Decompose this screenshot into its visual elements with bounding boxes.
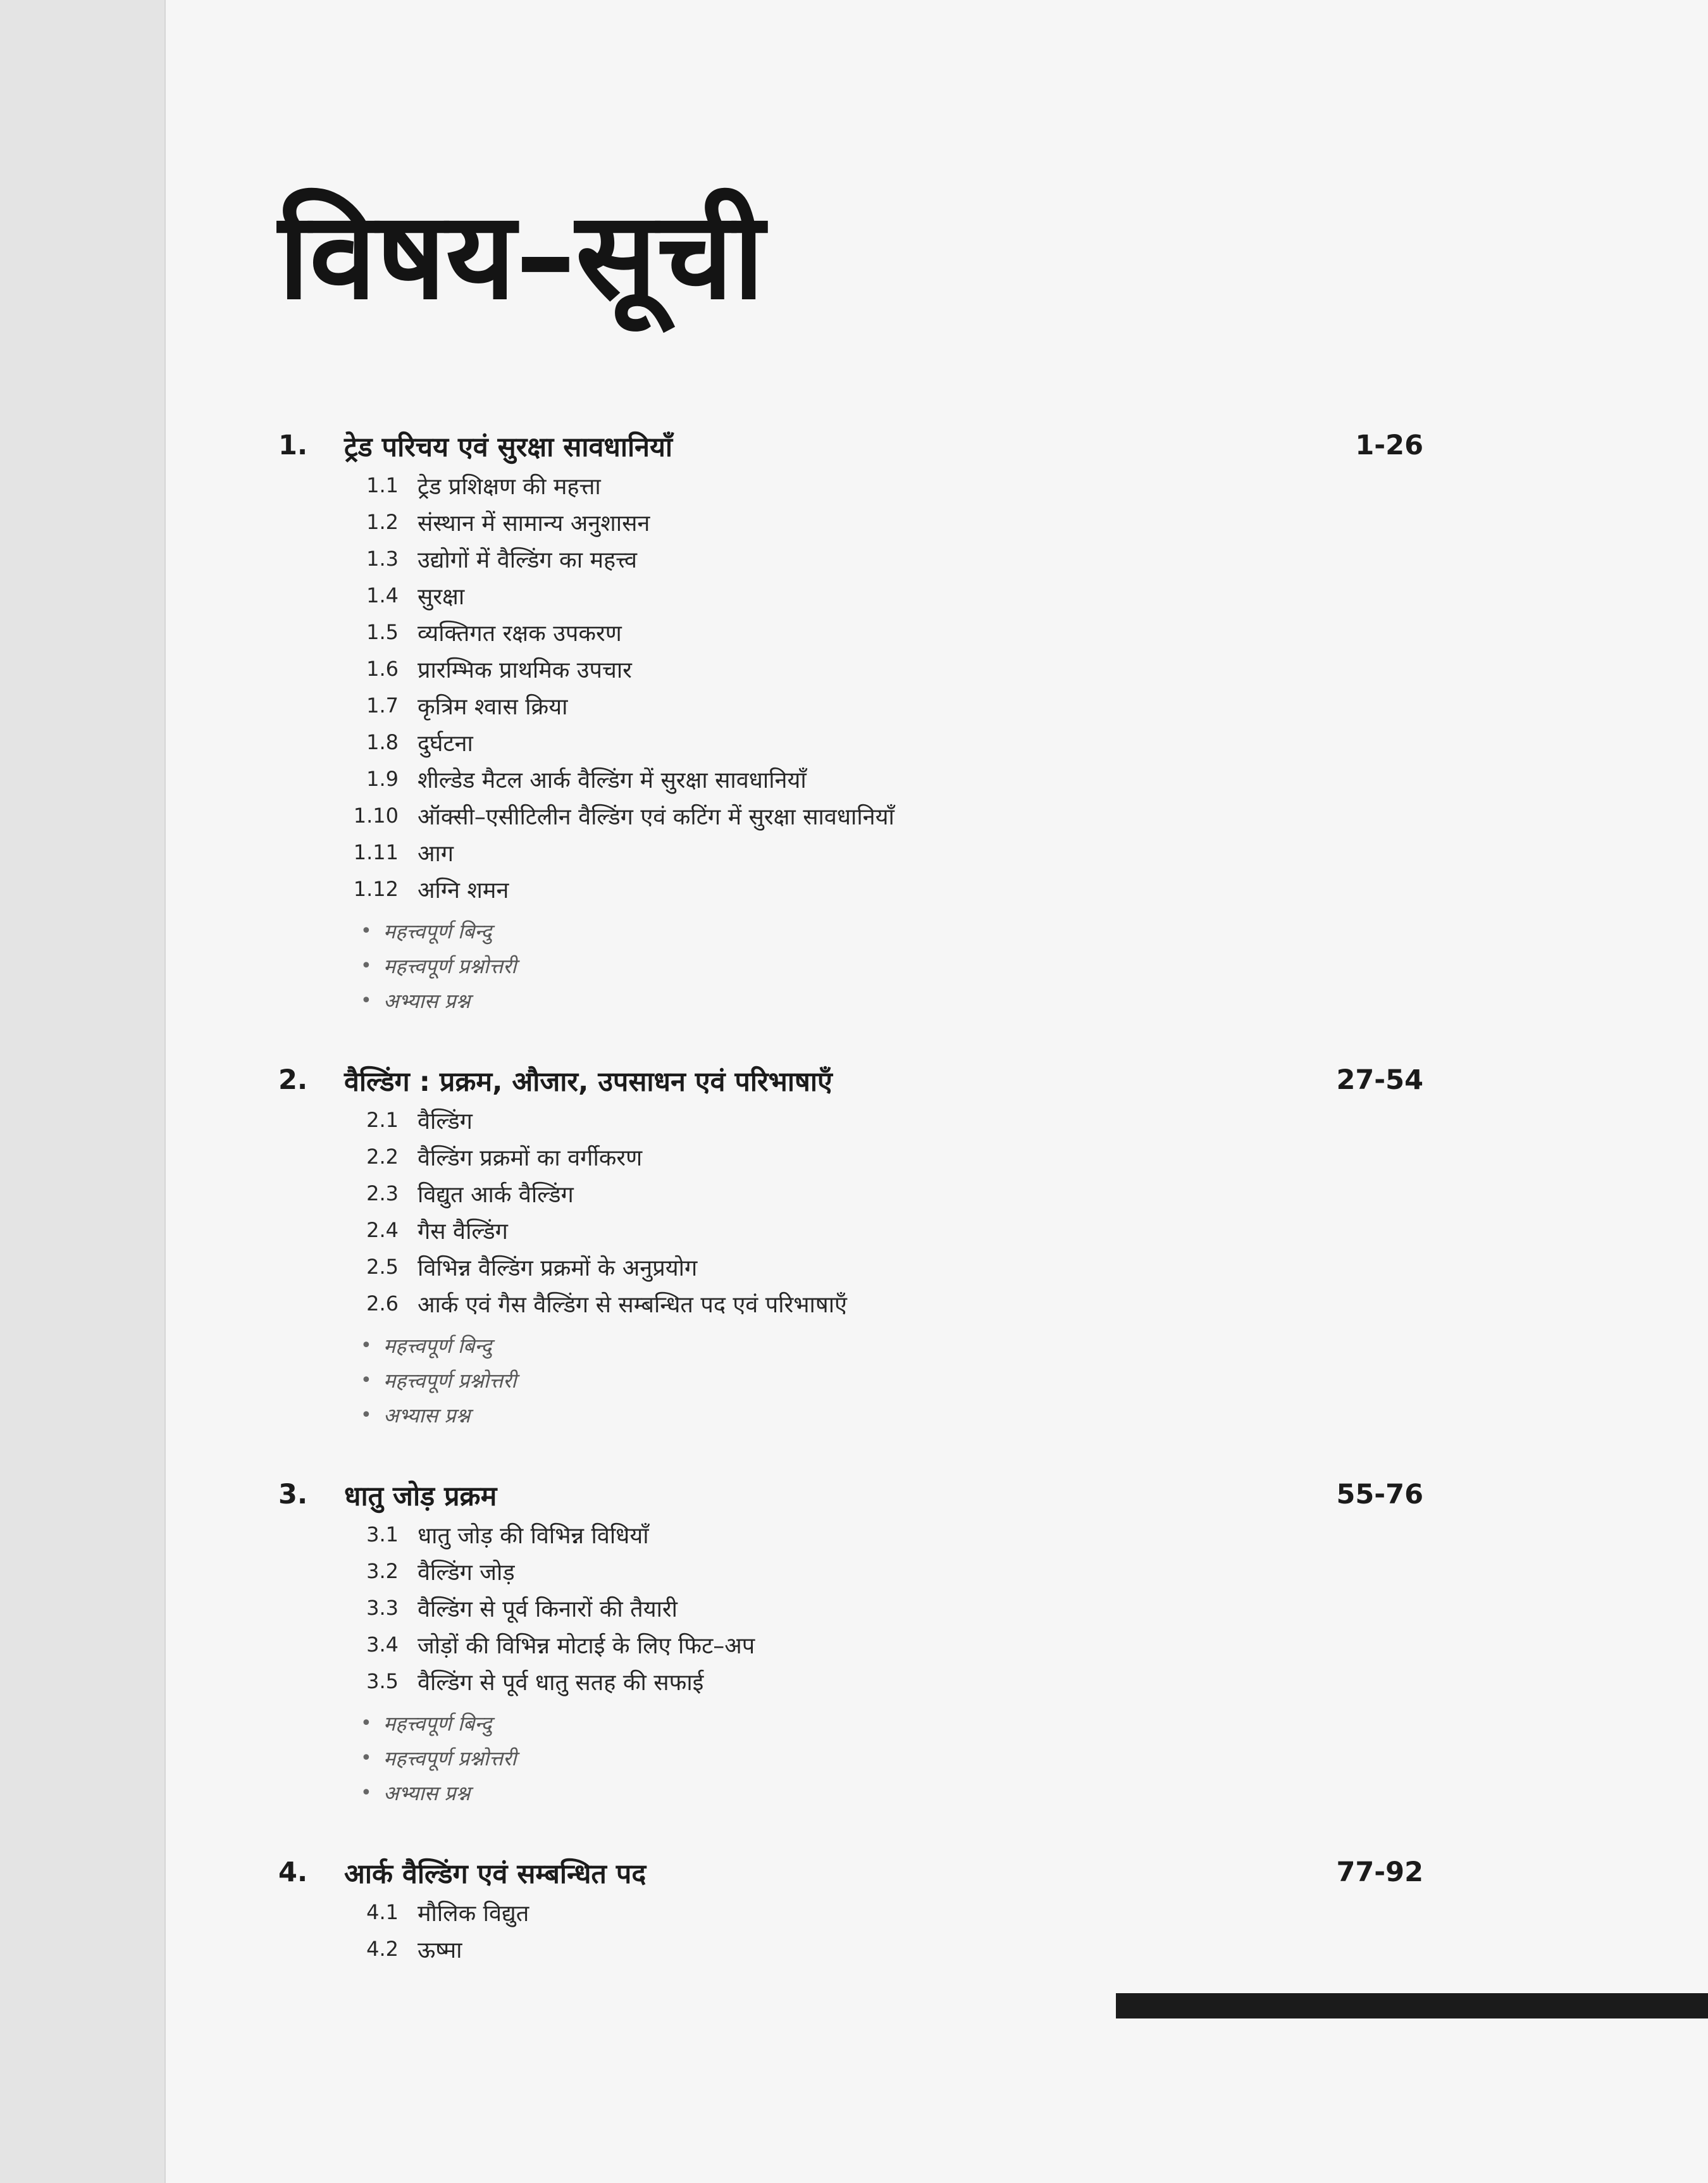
- chapter-page-range: 77-92: [1336, 1856, 1423, 1888]
- section-number: 1.12: [353, 877, 399, 901]
- section-number: 3.5: [366, 1669, 399, 1693]
- table-of-contents: [278, 425, 1423, 2009]
- section-title: ऊष्मा: [418, 1937, 462, 1963]
- section-title: व्यक्तिगत रक्षक उपकरण: [418, 620, 622, 647]
- bullet-icon: •: [361, 1782, 372, 1804]
- chapter-page-range: 1-26: [1355, 430, 1423, 461]
- section-title: वैल्डिंग प्रक्रमों का वर्गीकरण: [418, 1145, 643, 1171]
- extra-label: महत्त्वपूर्ण प्रश्नोत्तरी: [383, 1746, 517, 1770]
- chapter-extra-item[interactable]: [278, 1706, 1423, 1741]
- section-number: 1.11: [353, 840, 399, 864]
- section-entry[interactable]: [278, 761, 1423, 797]
- chapter-extra-item[interactable]: [278, 1328, 1423, 1363]
- section-number: 3.2: [366, 1559, 399, 1583]
- chapter-number: 3.: [278, 1479, 308, 1510]
- section-entry[interactable]: [278, 1516, 1423, 1553]
- section-number: 3.4: [366, 1633, 399, 1657]
- chapter-entry: [278, 1852, 1423, 1967]
- section-number: 2.5: [366, 1255, 399, 1279]
- extra-label: महत्त्वपूर्ण प्रश्नोत्तरी: [383, 954, 517, 978]
- chapter-extras-list: [278, 1706, 1423, 1810]
- chapter-extras-list: [278, 1328, 1423, 1433]
- section-title: वैल्डिंग से पूर्व धातु सतह की सफाई: [418, 1669, 704, 1696]
- chapter-extra-item[interactable]: [278, 1741, 1423, 1776]
- page-gutter: [0, 0, 166, 2183]
- section-entry[interactable]: [278, 540, 1423, 577]
- chapter-entry: [278, 1474, 1423, 1810]
- extra-label: अभ्यास प्रश्न: [383, 1403, 471, 1427]
- section-number: 1.10: [353, 804, 399, 828]
- section-title: जोड़ों की विभिन्न मोटाई के लिए फिट–अप: [418, 1633, 755, 1659]
- bullet-icon: •: [361, 1334, 372, 1357]
- section-number: 1.2: [366, 510, 399, 534]
- chapter-extra-item[interactable]: [278, 983, 1423, 1018]
- section-entry[interactable]: [278, 650, 1423, 687]
- bullet-icon: •: [361, 990, 372, 1012]
- section-title: दुर्घटना: [418, 730, 473, 757]
- section-title: वैल्डिंग जोड़: [418, 1559, 515, 1586]
- section-entry[interactable]: [278, 724, 1423, 761]
- chapter-number: 1.: [278, 430, 308, 461]
- section-entry[interactable]: [278, 834, 1423, 871]
- section-title: आग: [418, 840, 454, 867]
- section-title: सुरक्षा: [418, 583, 465, 610]
- section-title: मौलिक विद्युत: [418, 1900, 529, 1927]
- section-number: 1.5: [366, 620, 399, 644]
- section-title: विद्युत आर्क वैल्डिंग: [418, 1181, 574, 1208]
- section-title: शील्डेड मैटल आर्क वैल्डिंग में सुरक्षा सावधानियाँ: [418, 767, 807, 793]
- bullet-icon: •: [361, 1712, 372, 1734]
- chapter-number: 2.: [278, 1064, 308, 1096]
- section-entry[interactable]: [278, 467, 1423, 504]
- chapter-title: वैल्डिंग : प्रक्रम, औजार, उपसाधन एवं परिभाषाएँ: [344, 1066, 832, 1098]
- extra-label: महत्त्वपूर्ण प्रश्नोत्तरी: [383, 1369, 517, 1393]
- section-number: 1.6: [366, 657, 399, 681]
- section-entry[interactable]: [278, 504, 1423, 540]
- section-number: 4.2: [366, 1937, 399, 1961]
- chapter-title: धातु जोड़ प्रक्रम: [344, 1480, 497, 1512]
- section-title: कृत्रिम श्वास क्रिया: [418, 693, 568, 720]
- section-entry[interactable]: [278, 797, 1423, 834]
- section-number: 3.1: [366, 1522, 399, 1546]
- bullet-icon: •: [361, 1369, 372, 1391]
- section-title: ऑक्सी–एसीटिलीन वैल्डिंग एवं कटिंग में सुरक्षा सावधानियाँ: [418, 804, 894, 830]
- section-entry[interactable]: [278, 1212, 1423, 1248]
- section-title: आर्क एवं गैस वैल्डिंग से सम्बन्धित पद एवं परिभाषाएँ: [418, 1291, 847, 1318]
- section-title: गैस वैल्डिंग: [418, 1218, 508, 1245]
- section-list: [278, 467, 1423, 907]
- section-entry[interactable]: [278, 1138, 1423, 1175]
- chapter-heading[interactable]: [278, 1474, 1423, 1515]
- chapter-page-range: 55-76: [1336, 1479, 1423, 1510]
- section-title: प्रारम्भिक प्राथमिक उपचार: [418, 657, 632, 683]
- section-number: 1.7: [366, 693, 399, 718]
- chapter-extra-item[interactable]: [278, 914, 1423, 948]
- bullet-icon: •: [361, 1404, 372, 1426]
- bullet-icon: •: [361, 955, 372, 977]
- section-number: 2.4: [366, 1218, 399, 1242]
- bullet-icon: •: [361, 1747, 372, 1769]
- section-entry[interactable]: [278, 1553, 1423, 1589]
- chapter-heading[interactable]: [278, 425, 1423, 466]
- section-title: वैल्डिंग से पूर्व किनारों की तैयारी: [418, 1596, 678, 1622]
- section-number: 2.2: [366, 1145, 399, 1169]
- section-number: 3.3: [366, 1596, 399, 1620]
- section-entry[interactable]: [278, 1102, 1423, 1138]
- page-title: विषय–सूची: [278, 186, 765, 326]
- extra-label: महत्त्वपूर्ण बिन्दु: [383, 1712, 492, 1736]
- chapter-title: आर्क वैल्डिंग एवं सम्बन्धित पद: [344, 1858, 647, 1890]
- section-entry[interactable]: [278, 614, 1423, 650]
- section-number: 1.3: [366, 547, 399, 571]
- section-entry[interactable]: [278, 1248, 1423, 1285]
- section-number: 2.1: [366, 1108, 399, 1132]
- section-entry[interactable]: [278, 577, 1423, 614]
- section-title: उद्योगों में वैल्डिंग का महत्त्व: [418, 547, 638, 573]
- section-list: [278, 1102, 1423, 1322]
- section-number: 2.6: [366, 1291, 399, 1315]
- section-entry[interactable]: [278, 1626, 1423, 1663]
- section-title: विभिन्न वैल्डिंग प्रक्रमों के अनुप्रयोग: [418, 1255, 698, 1281]
- chapter-number: 4.: [278, 1856, 308, 1888]
- chapter-extra-item[interactable]: [278, 948, 1423, 983]
- section-number: 1.4: [366, 583, 399, 607]
- section-title: संस्थान में सामान्य अनुशासन: [418, 510, 650, 537]
- section-number: 1.8: [366, 730, 399, 754]
- section-title: अग्नि शमन: [418, 877, 509, 904]
- section-list: [278, 1516, 1423, 1700]
- section-number: 2.3: [366, 1181, 399, 1205]
- section-entry[interactable]: [278, 1285, 1423, 1322]
- chapter-title: ट्रेड परिचय एवं सुरक्षा सावधानियाँ: [344, 431, 673, 463]
- chapter-entry: [278, 1060, 1423, 1433]
- section-number: 1.9: [366, 767, 399, 791]
- section-title: ट्रेड प्रशिक्षण की महत्ता: [418, 473, 601, 500]
- section-number: 4.1: [366, 1900, 399, 1924]
- section-entry[interactable]: [278, 1894, 1423, 1931]
- section-title: वैल्डिंग: [418, 1108, 473, 1135]
- decorative-bar: [1116, 1993, 1708, 2018]
- section-entry[interactable]: [278, 687, 1423, 724]
- extra-label: अभ्यास प्रश्न: [383, 1781, 471, 1805]
- section-entry[interactable]: [278, 871, 1423, 907]
- chapter-extra-item[interactable]: [278, 1776, 1423, 1810]
- extra-label: अभ्यास प्रश्न: [383, 989, 471, 1013]
- section-list: [278, 1894, 1423, 1967]
- section-entry[interactable]: [278, 1175, 1423, 1212]
- bullet-icon: •: [361, 920, 372, 942]
- section-number: 1.1: [366, 473, 399, 497]
- section-entry[interactable]: [278, 1589, 1423, 1626]
- chapter-extra-item[interactable]: [278, 1398, 1423, 1433]
- chapter-page-range: 27-54: [1336, 1064, 1423, 1096]
- section-entry[interactable]: [278, 1663, 1423, 1700]
- chapter-heading[interactable]: [278, 1852, 1423, 1893]
- chapter-extra-item[interactable]: [278, 1363, 1423, 1398]
- extra-label: महत्त्वपूर्ण बिन्दु: [383, 919, 492, 943]
- section-title: धातु जोड़ की विभिन्न विधियाँ: [418, 1522, 649, 1549]
- section-entry[interactable]: [278, 1931, 1423, 1967]
- chapter-entry: [278, 425, 1423, 1018]
- extra-label: महत्त्वपूर्ण बिन्दु: [383, 1334, 492, 1358]
- chapter-extras-list: [278, 914, 1423, 1018]
- chapter-heading[interactable]: [278, 1060, 1423, 1100]
